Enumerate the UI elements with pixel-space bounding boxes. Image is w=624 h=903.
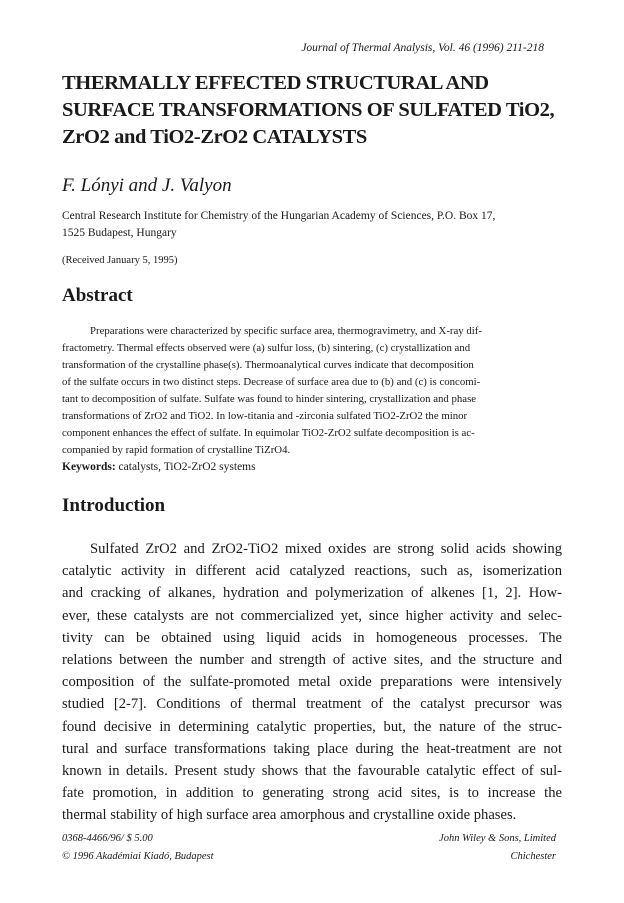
- affiliation: [62, 208, 582, 242]
- intro-line: composition of the sulfate-promoted metal oxide preparations were intensively: [62, 674, 562, 691]
- intro-line: thermal stability of high surface area amorphous and crystalline oxide phases.: [62, 807, 517, 824]
- keywords: [62, 461, 256, 473]
- footer-code: 0368-4466/96/ $ 5.00: [62, 833, 153, 844]
- abstract-line: companied by rapid formation of crystalline TiZrO4.: [62, 444, 291, 456]
- footer-publisher: John Wiley & Sons, Limited: [439, 833, 556, 844]
- keywords-text: catalysts, TiO2-ZrO2 systems: [115, 461, 256, 473]
- intro-line: found decisive in determining catalytic properties, but, the nature of the struc-: [62, 718, 562, 735]
- intro-line: ever, these catalysts are not commercialized yet, since higher activity and selec-: [62, 607, 562, 624]
- keywords-label: Keywords:: [62, 461, 116, 473]
- abstract-line: of the sulfate occurs in two distinct steps. Decrease of surface area due to (b) and (c) is concomi-: [62, 376, 481, 388]
- intro-line: tivity can be obtained using liquid acids in homogeneous processes. The: [62, 629, 562, 646]
- abstract-line: transformation of the crystalline phase(s). Thermoanalytical curves indicate that decomposition: [62, 359, 474, 371]
- intro-line: relations between the number and strength of active sites, and the structure and: [62, 652, 562, 669]
- article-title: [62, 70, 582, 151]
- intro-line: known in details. Present study shows that the favourable catalytic effect of sul-: [62, 763, 562, 780]
- intro-line: fate promotion, in addition to generating strong acid sites, is to increase the: [62, 785, 562, 802]
- introduction-heading: Introduction: [62, 495, 166, 516]
- abstract-heading: Abstract: [62, 285, 133, 306]
- abstract-line: component enhances the effect of sulfate. In equimolar TiO2-ZrO2 sulfate decomposition is ac-: [62, 427, 475, 439]
- intro-line: tural and surface transformations taking place during the heat-treatment are not: [62, 740, 562, 757]
- abstract-line: transformations of ZrO2 and TiO2. In low-titania and -zirconia sulfated TiO2-ZrO2 the minor: [62, 410, 468, 422]
- received-date: (Received January 5, 1995): [62, 255, 178, 266]
- title-line: THERMALLY EFFECTED STRUCTURAL AND: [62, 72, 489, 94]
- running-head: Journal of Thermal Analysis, Vol. 46 (1996) 211-218: [301, 42, 544, 54]
- introduction-text: [62, 538, 562, 827]
- intro-line: studied [2-7]. Conditions of thermal treatment of the catalyst precursor was: [62, 696, 562, 713]
- intro-line: Sulfated ZrO2 and ZrO2-TiO2 mixed oxides are strong solid acids showing: [90, 541, 562, 557]
- abstract-line: fractometry. Thermal effects observed were (a) sulfur loss, (b) sintering, (c) crystallization and: [62, 342, 471, 354]
- affiliation-line: 1525 Budapest, Hungary: [62, 227, 177, 239]
- footer-copyright: © 1996 Akadémiai Kiadó, Budapest: [62, 851, 214, 862]
- abstract-text: [62, 323, 562, 459]
- intro-line: catalytic activity in different acid catalyzed reactions, such as, isomerization: [62, 563, 562, 580]
- affiliation-line: Central Research Institute for Chemistry of the Hungarian Academy of Sciences, P.O. Box 17,: [62, 210, 496, 222]
- title-line: ZrO2 and TiO2-ZrO2 CATALYSTS: [62, 126, 367, 148]
- footer-city: Chichester: [510, 851, 556, 862]
- abstract-line: Preparations were characterized by specific surface area, thermogravimetry, and X-ray dif-: [90, 325, 482, 337]
- abstract-line: tant to decomposition of sulfate. Sulfate was found to hinder sintering, crystallization and phase: [62, 393, 477, 405]
- intro-line: and cracking of alkanes, hydration and polymerization of alkenes [1, 2]. How-: [62, 585, 562, 602]
- page-footer: [62, 830, 556, 866]
- title-line: SURFACE TRANSFORMATIONS OF SULFATED TiO2,: [62, 99, 555, 121]
- authors: F. Lónyi and J. Valyon: [62, 175, 232, 196]
